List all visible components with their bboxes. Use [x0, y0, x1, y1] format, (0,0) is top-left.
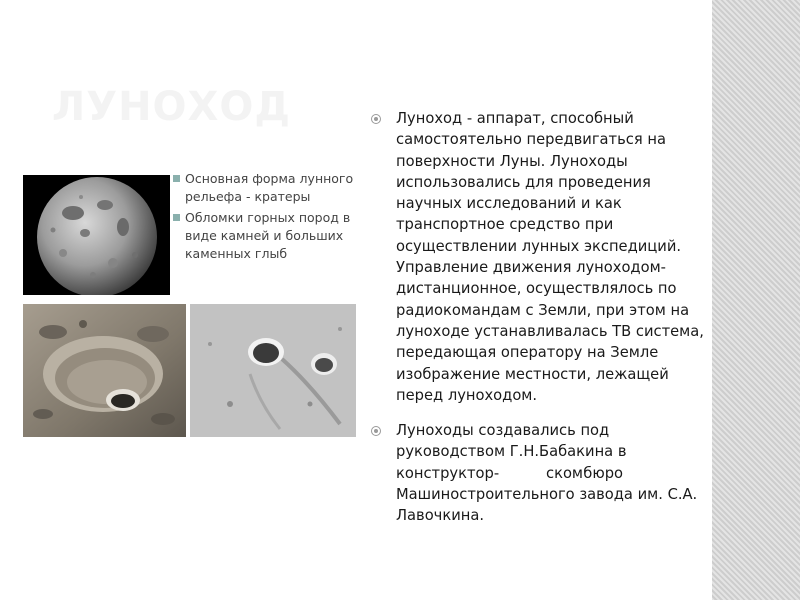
slide-title: ЛУНОХОД	[52, 84, 292, 130]
paragraph-line: Машиностроительного завода им. С.А.	[396, 486, 698, 504]
circle-bullet-icon	[371, 426, 381, 436]
slide-body	[368, 108, 712, 541]
paragraph-word: бюро	[583, 464, 624, 482]
decorative-side-band	[712, 0, 800, 600]
crater-photo-right	[190, 304, 356, 437]
paragraph-line-justified	[396, 465, 623, 482]
crater-photo-left	[23, 304, 186, 437]
caption-text: Основная форма лунного рельефа - кратеры	[185, 171, 354, 204]
paragraph-line: Луноходы создавались под	[396, 422, 610, 440]
square-bullet-icon	[173, 175, 180, 182]
paragraph-line: руководством Г.Н.Бабакина в	[396, 443, 627, 461]
collage-caption-list	[172, 170, 358, 266]
moon-picture-collage	[20, 168, 360, 442]
moon-photo	[23, 175, 170, 295]
paragraph-lunokhod-description	[368, 108, 712, 406]
paragraph-word: конструктор-	[396, 464, 500, 482]
caption-text: Обломки горных пород в виде камней и больших каменных глыб	[185, 210, 351, 261]
paragraph-lunokhod-design	[368, 420, 712, 526]
circle-bullet-icon	[371, 114, 381, 124]
paragraph-text: Луноход - аппарат, способный самостоятельно передвигаться на поверхности Луны. Луноходы использовались для проведения научных исследований и как транспортное средство при осуществлении лунных экспедиций. Управление движения луноходом-дистанционное, осуществлялось по радиокомандам с Земли, при этом на луноходе устанавливалась ТВ система, передающая оператору на Земле изображение местности, лежащей перед луноходом.	[396, 110, 704, 404]
square-bullet-icon	[173, 214, 180, 221]
caption-item	[172, 170, 358, 206]
caption-item	[172, 209, 358, 263]
paragraph-line: Лавочкина.	[396, 507, 485, 525]
paragraph-word: ском	[546, 464, 584, 482]
